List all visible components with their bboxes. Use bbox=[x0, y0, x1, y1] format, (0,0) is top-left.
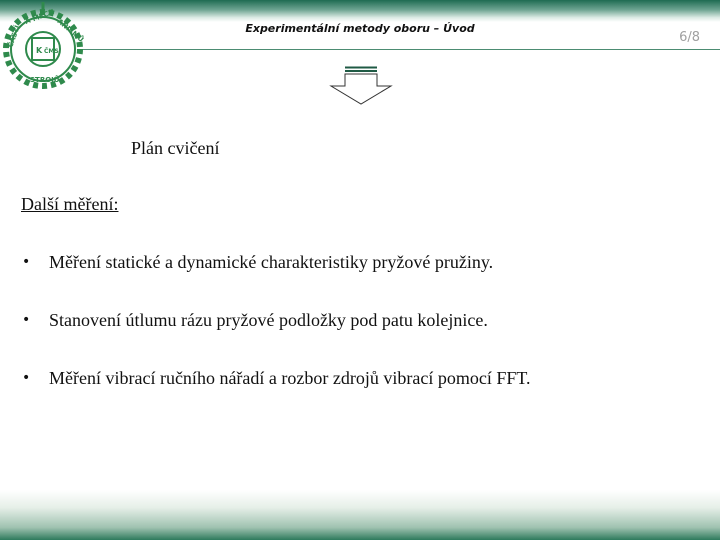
bullet-icon: • bbox=[22, 370, 31, 386]
svg-text:ČMS: ČMS bbox=[44, 48, 59, 55]
svg-text:ANISMŮ: ANISMŮ bbox=[55, 17, 84, 44]
bottom-banner bbox=[0, 490, 720, 540]
gear-logo-icon bbox=[2, 0, 84, 92]
svg-text:A MECH: A MECH bbox=[23, 7, 56, 26]
header-divider bbox=[80, 49, 720, 50]
bullet-icon: • bbox=[22, 254, 31, 270]
svg-text:K: K bbox=[36, 46, 43, 55]
page-number: 6/8 bbox=[679, 30, 700, 45]
svg-text:STROJŮ: STROJŮ bbox=[30, 76, 60, 84]
top-banner bbox=[0, 0, 720, 22]
list-item-text: Stanovení útlumu rázu pryžové podložky pod patu kolejnice. bbox=[49, 310, 488, 330]
header-title: Experimentální metody oboru – Úvod bbox=[245, 22, 475, 35]
list-item-text: Měření statické a dynamické charakteristiky pryžové pružiny. bbox=[49, 252, 494, 272]
section-heading: Plán cvičení bbox=[131, 138, 220, 158]
bullet-icon: • bbox=[22, 312, 31, 328]
department-logo bbox=[2, 0, 84, 92]
down-arrow-icon bbox=[329, 66, 395, 106]
section-subheading: Další měření: bbox=[21, 194, 119, 214]
svg-text:ČÁSTÍ: ČÁSTÍ bbox=[6, 24, 22, 49]
list-item-text: Měření vibrací ručního nářadí a rozbor zdrojů vibrací pomocí FFT. bbox=[49, 368, 531, 388]
